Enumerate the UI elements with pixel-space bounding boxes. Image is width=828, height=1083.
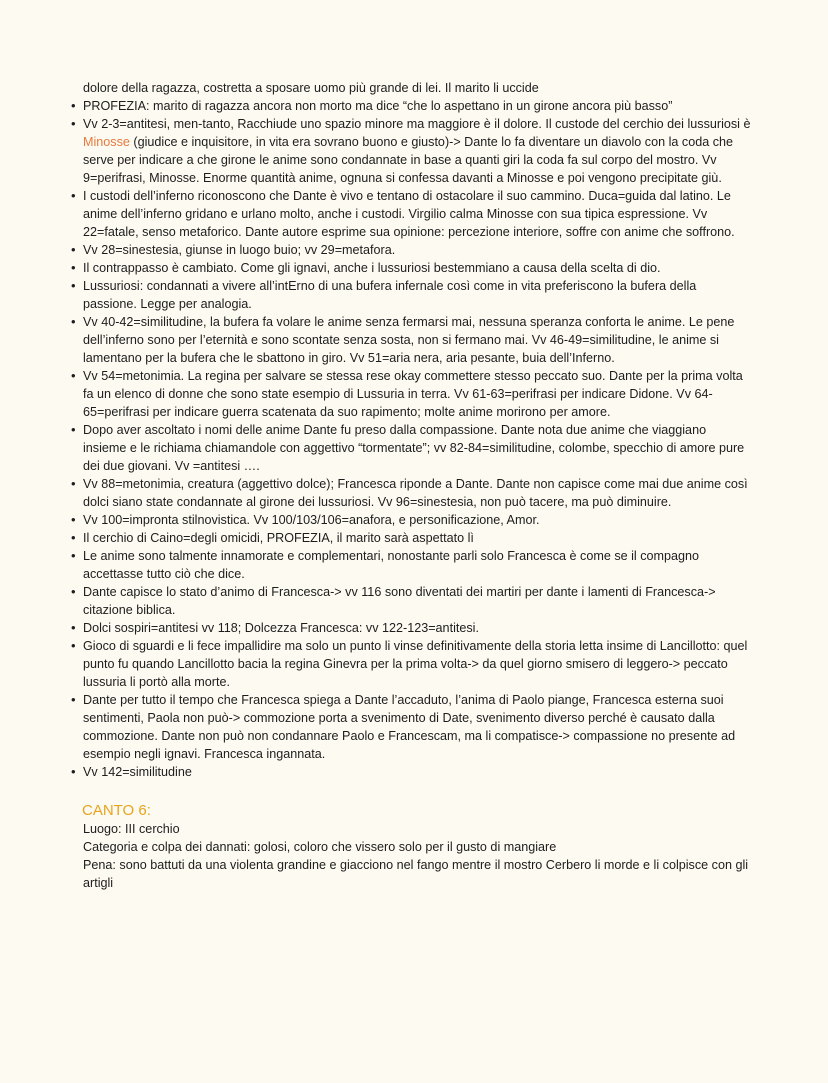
list-item: • Il cerchio di Caino=degli omicidi, PROFEZIA, il marito sarà aspettato lì [83, 529, 751, 547]
list-item: • Dante per tutto il tempo che Francesca spiega a Dante l’accaduto, l’anima di Paolo piange, Francesca esterna suoi sentimenti, Paola non può-> commozione porta a svenimento di Date, svenimento diverso perché è causato dalla commozione. Dante non può non condannare Paolo e Francescam, ma li compatisce-> compassione no presente ad esempio negli ignavi. Francesca ingannata. [83, 691, 751, 763]
list-item-text: (giudice e inquisitore, in vita era sovrano buono e giusto)-> Dante lo fa diventare un diavolo con la coda che serve per indicare a che girone le anime sono condannate in base a quanti giri la coda fa sul corpo del mostro. Vv 9=perifrasi, Minosse. Enorme quantità anime, ognuna si confessa davanti a Minosse e poi vengono precipitate giù. [83, 135, 734, 185]
list-item: • Vv 40-42=similitudine, la bufera fa volare le anime senza fermarsi mai, nessuna speranza conforta le anime. Le pene dell’inferno sono per l’eternità e sono scontate senza sosta, non si fermano mai. Vv 46-49=similitudine, le anime si lamentano per la bufera che le sbattono in giro. Vv 51=aria nera, aria pesante, buia dell’Inferno. [83, 313, 751, 367]
category-line: Categoria e colpa dei dannati: golosi, coloro che vissero solo per il gusto di mangiare [83, 840, 557, 854]
list-item: • Dopo aver ascoltato i nomi delle anime Dante fu preso dalla compassione. Dante nota due anime che viaggiano insieme e le richiama chiamandole con aggettivo “tormentate”; vv 82-84=similitudine, colombe, specchio di amore pure dei due giovani. Vv =antitesi …. [83, 421, 751, 475]
list-item: • Vv 100=impronta stilnovistica. Vv 100/103/106=anafora, e personificazione, Amor. [83, 511, 751, 529]
continued-paragraph: dolore della ragazza, costretta a sposare uomo più grande di lei. Il marito li uccide [83, 81, 539, 95]
list-item: • Le anime sono talmente innamorate e complementari, nonostante parli solo Francesca è come se il compagno accettasse tutto ciò che dice. [83, 547, 751, 583]
list-item: • Il contrappasso è cambiato. Come gli ignavi, anche i lussuriosi bestemmiano a causa della scelta di dio. [83, 259, 751, 277]
list-item: • Vv 54=metonimia. La regina per salvare se stessa rese okay commettere stesso peccato suo. Dante per la prima volta fa un elenco di donne che sono state esempio di Lussuria in terra. Vv 61-63=perifrasi per indicare Didone. Vv 64-65=perifrasi per indicare guerra scatenata da suo rapimento; molte anime morirono per amore. [83, 367, 751, 421]
page-content [83, 79, 751, 892]
list-item: • Gioco di sguardi e li fece impallidire ma solo un punto li vinse definitivamente della storia letta insime di Lancillotto: quel punto fu quando Lancillotto bacia la regina Ginevra per la prima volta-> da quel giorno smisero di leggero-> peccato lussuria li portò alla morte. [83, 637, 751, 691]
list-item: • Dolci sospiri=antitesi vv 118; Dolcezza Francesca: vv 122-123=antitesi. [83, 619, 751, 637]
list-item: • Vv 142=similitudine [83, 763, 751, 781]
list-item: • Lussuriosi: condannati a vivere all’intErno di una bufera infernale così come in vita preferiscono la bufera della passione. Legge per analogia. [83, 277, 751, 313]
list-item: • Vv 88=metonimia, creatura (aggettivo dolce); Francesca riponde a Dante. Dante non capisce come mai due anime così dolci siano state condannate al girone dei lussuriosi. Vv 96=sinestesia, non può tacere, ma può diminuire. [83, 475, 751, 511]
punishment-line: Pena: sono battuti da una violenta grandine e giacciono nel fango mentre il mostro Cerbero li morde e li colpisce con gli artigli [83, 858, 749, 890]
list-item: • I custodi dell’inferno riconoscono che Dante è vivo e tentano di ostacolare il suo cammino. Duca=guida dal latino. Le anime dell’inferno gridano e urlano molto, anche i custodi. Virgilio calma Minosse con sua tipica espressione. Vv 22=fatale, senso metaforico. Dante autore esprime sua opinione: percezione interiore, soffre con anime che soffrono. [83, 187, 751, 241]
highlighted-name: Minosse [83, 135, 130, 149]
section-heading-canto-6: CANTO 6: [82, 802, 151, 819]
list-item: • Dante capisce lo stato d’animo di Francesca-> vv 116 sono diventati dei martiri per dante i lamenti di Francesca-> citazione biblica. [83, 583, 751, 619]
location-line: Luogo: III cerchio [83, 822, 180, 836]
notes-list [83, 97, 751, 781]
list-item [83, 115, 751, 187]
list-item: • Vv 28=sinestesia, giunse in luogo buio; vv 29=metafora. [83, 241, 751, 259]
list-item: • PROFEZIA: marito di ragazza ancora non morto ma dice “che lo aspettano in un girone ancora più basso” [83, 97, 751, 115]
list-item-text: Vv 2-3=antitesi, men-tanto, Racchiude uno spazio minore ma maggiore è il dolore. Il custode del cerchio dei lussuriosi è [83, 117, 751, 131]
